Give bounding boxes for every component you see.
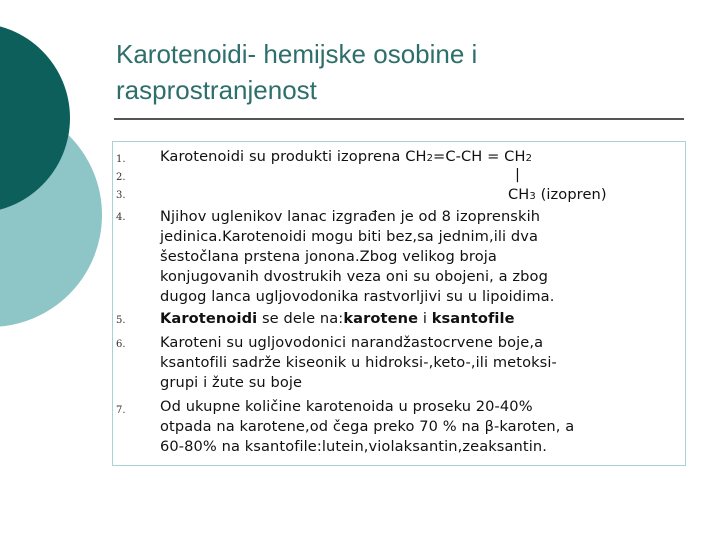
item-6-line: ksantofili sadrže kiseonik u hidroksi-,keto-,ili metoksi- [160,354,557,371]
item-number: 2. [116,172,126,183]
item-7-line: 60-80% na ksantofile:lutein,violaksantin,zeaksantin. [160,438,547,455]
item-number: 3. [116,190,126,201]
item-number: 1. [116,154,126,165]
item-6-line: grupi i žute su boje [160,374,303,391]
item-4-line: jedinica.Karotenoidi mogu biti bez,sa jednim,ili dva [160,228,539,245]
item-2-bond: | [515,166,521,183]
item-number: 5. [116,315,126,326]
item-7-line: Od ukupne količine karotenoida u proseku 20-40% [160,398,533,415]
item-6-line: Karoteni su ugljovodonici narandžastocrvene boje,a [160,334,544,351]
item-4-line: konjugovanih dvostrukih veza oni su obojeni, a zbog [160,268,548,285]
title-divider [114,118,684,120]
item-7-line: otpada na karotene,od čega preko 70 % na β-karoten, a [160,418,575,435]
item-5-text: Karotenoidi se dele na:karotene i ksantofile [160,310,515,327]
item-3-text: CH3 (izopren) [508,186,607,203]
item-number: 7. [116,405,126,416]
item-4-line: Njihov uglenikov lanac izgrađen je od 8 izoprenskih [160,208,541,225]
slide-title [116,36,696,108]
title-line-2: rasprostranjenost [116,75,317,105]
item-1-text: Karotenoidi su produkti izoprena CH2=C-CH = CH2 [160,148,533,165]
item-4-line: šestočlana prstena jonona.Zbog velikog broja [160,248,497,265]
item-number: 4. [116,212,126,223]
decorative-circles [0,0,110,330]
title-line-1: Karotenoidi- hemijske osobine i [116,39,478,69]
item-number: 6. [116,339,126,350]
item-4-line: dugog lanca ugljovodonika rastvorljivi su u lipoidima. [160,288,555,305]
